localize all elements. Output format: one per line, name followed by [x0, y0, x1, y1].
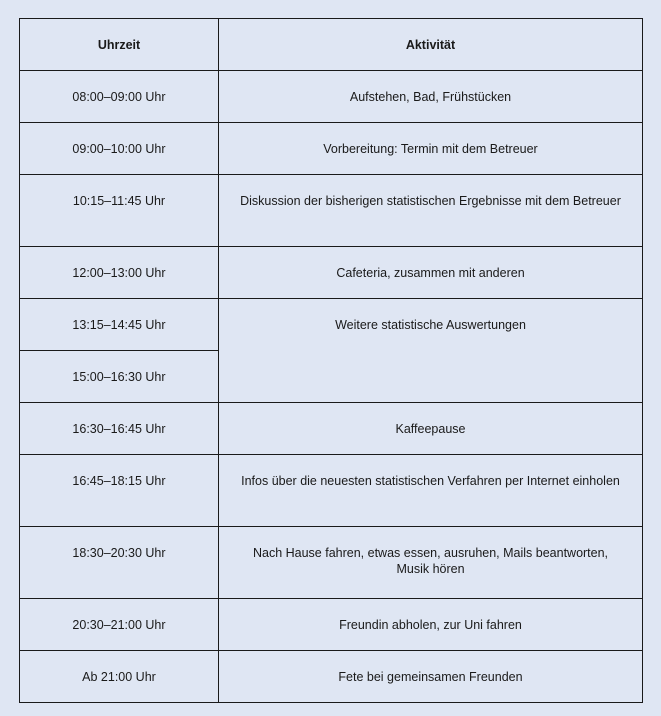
column-header-time: Uhrzeit: [20, 19, 219, 71]
activity-cell: Vorbereitung: Termin mit dem Betreuer: [219, 123, 643, 175]
activity-cell: Freundin abholen, zur Uni fahren: [219, 599, 643, 651]
table-row: [20, 651, 643, 703]
table-row: [20, 299, 643, 351]
activity-cell: Kaffeepause: [219, 403, 643, 455]
activity-cell: Cafeteria, zusammen mit anderen: [219, 247, 643, 299]
table-row: [20, 599, 643, 651]
time-cell: 16:30–16:45 Uhr: [20, 403, 219, 455]
schedule-container: [19, 18, 642, 703]
activity-cell: Aufstehen, Bad, Frühstücken: [219, 71, 643, 123]
table-row: [20, 247, 643, 299]
table-row: [20, 175, 643, 247]
time-cell: Ab 21:00 Uhr: [20, 651, 219, 703]
schedule-table: [19, 18, 643, 703]
column-header-activity: Aktivität: [219, 19, 643, 71]
table-row: [20, 527, 643, 599]
time-cell: 18:30–20:30 Uhr: [20, 527, 219, 599]
table-row: [20, 123, 643, 175]
table-row: [20, 455, 643, 527]
time-cell: 20:30–21:00 Uhr: [20, 599, 219, 651]
header-row: [20, 19, 643, 71]
time-cell: 09:00–10:00 Uhr: [20, 123, 219, 175]
time-cell: 15:00–16:30 Uhr: [20, 351, 219, 403]
activity-cell: Nach Hause fahren, etwas essen, ausruhen, Mails beantworten, Musik hören: [219, 527, 643, 599]
table-row: [20, 71, 643, 123]
time-cell: 12:00–13:00 Uhr: [20, 247, 219, 299]
activity-cell: Fete bei gemeinsamen Freunden: [219, 651, 643, 703]
activity-cell: Diskussion der bisherigen statistischen Ergebnisse mit dem Betreuer: [219, 175, 643, 247]
table-row: [20, 403, 643, 455]
activity-cell: Weitere statistische Auswertungen: [219, 299, 643, 403]
time-cell: 10:15–11:45 Uhr: [20, 175, 219, 247]
time-cell: 16:45–18:15 Uhr: [20, 455, 219, 527]
activity-cell: Infos über die neuesten statistischen Verfahren per Internet einholen: [219, 455, 643, 527]
time-cell: 08:00–09:00 Uhr: [20, 71, 219, 123]
time-cell: 13:15–14:45 Uhr: [20, 299, 219, 351]
